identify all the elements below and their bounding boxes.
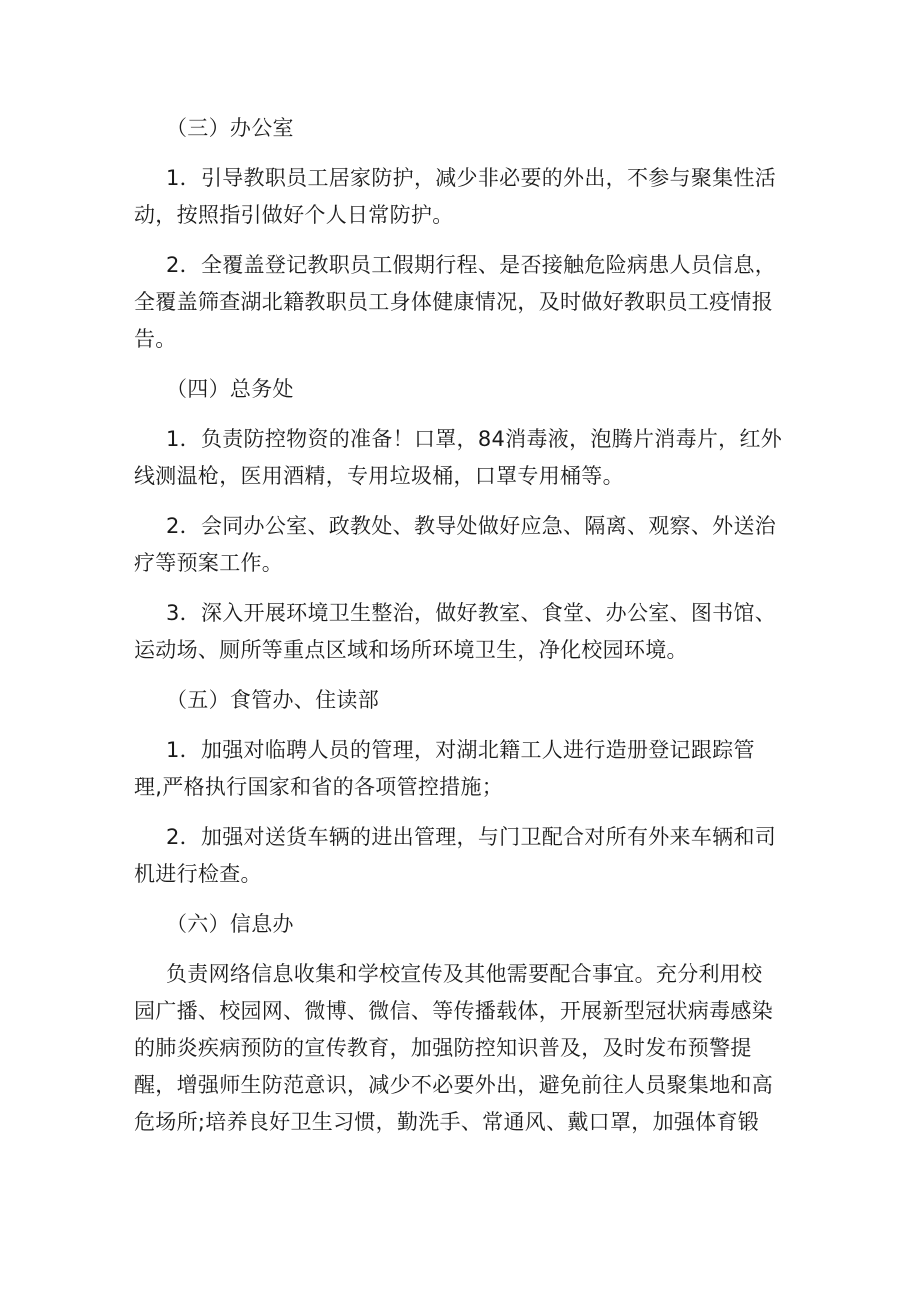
text-line: 园广播、校园网、微博、微信、等传播载体，开展新型冠状病毒感染 [134,999,773,1023]
paragraph-general-affairs-2 [134,508,790,582]
paragraph-office-2 [134,247,790,358]
section-heading-office: （三）办公室 [166,116,294,140]
text-line: 危场所;培养良好卫生习惯，勤洗手、常通风、戴口罩，加强体育锻 [134,1110,760,1134]
text-line: 理,严格执行国家和省的各项管控措施； [134,775,504,799]
text-line: 3．深入开展环境卫生整治，做好教室、食堂、办公室、图书馆、 [166,601,777,625]
text-line: 负责网络信息收集和学校宣传及其他需要配合事宜。充分利用校 [166,962,763,986]
section-heading-information: （六）信息办 [166,912,294,936]
paragraph-general-affairs-1 [134,421,790,495]
paragraph-office-1 [134,160,790,234]
text-line: 的肺炎疾病预防的宣传教育，加强防控知识普及，及时发布预警提 [134,1036,752,1060]
document-page [134,110,790,1154]
text-line: 2．会同办公室、政教处、教导处做好应急、隔离、观察、外送治 [166,514,777,538]
paragraph-canteen-1 [134,732,790,806]
text-line: 2．全覆盖登记教职员工假期行程、是否接触危险病患人员信息， [166,253,777,277]
text-line: 疗等预案工作。 [134,551,284,575]
text-line: 运动场、厕所等重点区域和场所环境卫生，净化校园环境。 [134,638,688,662]
text-line: 告。 [134,327,177,351]
text-line: 1．加强对临聘人员的管理，对湖北籍工人进行造册登记跟踪管 [166,738,755,762]
paragraph-canteen-2 [134,819,790,893]
paragraph-general-affairs-3 [134,595,790,669]
text-line: 线测温枪，医用酒精，专用垃圾桶，口罩专用桶等。 [134,464,624,488]
text-line: 1．负责防控物资的准备！口罩，84消毒液，泡腾片消毒片，红外 [166,427,783,451]
text-line: 醒，增强师生防范意识，减少不必要外出，避免前往人员聚集地和高 [134,1073,773,1097]
text-line: 全覆盖筛查湖北籍教职员工身体健康情况，及时做好教职员工疫情报 [134,290,773,314]
text-line: 机进行检查。 [134,862,262,886]
text-line: 2．加强对送货车辆的进出管理，与门卫配合对所有外来车辆和司 [166,825,777,849]
text-line: 1．引导教职员工居家防护，减少非必要的外出，不参与聚集性活 [166,166,777,190]
section-heading-general-affairs: （四）总务处 [166,377,294,401]
text-line: 动，按照指引做好个人日常防护。 [134,203,454,227]
paragraph-information [134,956,790,1141]
section-heading-canteen: （五）食管办、住读部 [166,688,379,712]
